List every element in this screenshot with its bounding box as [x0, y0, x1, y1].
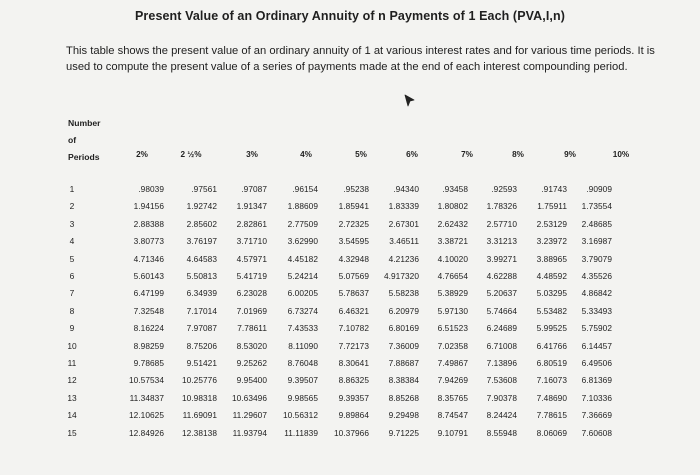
period-label: 3 — [69, 218, 75, 229]
table-cell: 10.57534 — [128, 375, 164, 386]
table-cell: 8.06069 — [536, 427, 567, 438]
period-label: 8 — [69, 305, 75, 316]
table-cell: 3.38721 — [437, 236, 468, 247]
period-label: 11 — [67, 358, 77, 368]
table-cell: 4.48592 — [536, 271, 567, 281]
table-cell: 7.97087 — [186, 323, 217, 334]
table-cell: 9.39357 — [338, 392, 369, 403]
table-cell: 1.78326 — [486, 201, 517, 212]
table-cell: 6.81369 — [581, 375, 612, 386]
table-cell: 1.85941 — [338, 201, 369, 212]
period-label: 14 — [67, 410, 77, 421]
table-cell: 4.917320 — [383, 271, 419, 281]
period-label: 13 — [67, 392, 77, 403]
table-cell: 3.46511 — [389, 236, 419, 247]
table-cell: 5.53482 — [536, 305, 567, 316]
table-cell: 6.47199 — [133, 288, 164, 299]
table-cell: 7.02358 — [437, 340, 468, 351]
table-cell: 1.83339 — [388, 201, 419, 212]
table-cell: 4.76654 — [437, 271, 468, 281]
table-cell: 5.58238 — [388, 288, 419, 299]
table-cell: 8.24424 — [486, 410, 517, 421]
table-cell: 2.57710 — [486, 218, 517, 229]
table-cell: 4.64583 — [186, 253, 217, 264]
table-cell: 4.57971 — [236, 253, 267, 264]
table-cell: 7.36669 — [581, 410, 612, 421]
table-cell: 7.48690 — [536, 392, 567, 403]
table-cell: 11.69091 — [182, 410, 217, 421]
table-cell: 3.76197 — [186, 236, 217, 247]
table-cell: 3.23972 — [536, 236, 567, 247]
table-cell: 6.24689 — [486, 323, 517, 334]
table-cell: 9.98565 — [287, 392, 318, 403]
table-cell: 6.46321 — [338, 305, 369, 316]
table-cell: 6.71008 — [486, 340, 517, 351]
rate-header: 4% — [300, 150, 312, 159]
table-cell: 7.43533 — [287, 323, 318, 334]
table-cell: 6.23028 — [236, 288, 267, 299]
table-cell: 7.32548 — [133, 305, 164, 316]
table-cell: 4.32948 — [338, 253, 369, 264]
table-cell: 8.16224 — [133, 323, 164, 334]
table-cell: .97087 — [241, 184, 267, 194]
table-cell: 8.35765 — [437, 392, 468, 403]
table-cell: 7.49867 — [437, 358, 468, 368]
rate-header: 9% — [564, 150, 576, 159]
table-cell: 9.25262 — [236, 358, 267, 368]
table-cell: 4.21236 — [388, 253, 419, 264]
rate-header: 5% — [355, 150, 367, 159]
rate-header: 2 ½% — [180, 150, 202, 159]
table-cell: 8.30641 — [338, 358, 369, 368]
table-cell: 11.11839 — [284, 427, 318, 438]
table-cell: 6.51523 — [437, 323, 468, 334]
table-cell: 7.53608 — [486, 375, 517, 386]
table-cell: 9.89864 — [338, 410, 369, 421]
table-cell: 6.34939 — [186, 288, 217, 299]
period-label: 9 — [69, 323, 75, 334]
table-cell: 7.78615 — [536, 410, 567, 421]
table-cell: .98039 — [138, 184, 164, 194]
mouse-cursor-icon — [404, 94, 416, 108]
table-cell: 4.86842 — [581, 288, 612, 299]
table-cell: 2.62432 — [437, 218, 468, 229]
table-cell: 3.99271 — [486, 253, 517, 264]
table-cell: 7.36009 — [388, 340, 419, 351]
table-cell: 2.85602 — [186, 218, 217, 229]
row-header-number: Number — [68, 118, 101, 128]
table-cell: 10.25776 — [181, 375, 217, 386]
table-cell: 10.56312 — [282, 410, 318, 421]
table-cell: 7.10782 — [338, 323, 369, 334]
table-cell: 9.78685 — [133, 358, 164, 368]
table-cell: 7.60608 — [581, 427, 612, 438]
table-cell: 5.03295 — [536, 288, 567, 299]
row-header-of: of — [68, 135, 77, 145]
rate-header: 8% — [512, 150, 524, 159]
table-cell: 6.80169 — [388, 323, 419, 334]
table-cell: 11.93794 — [232, 427, 267, 438]
table-cell: 9.39507 — [287, 375, 318, 386]
table-cell: 8.75206 — [186, 340, 217, 351]
table-cell: 5.41719 — [236, 271, 267, 281]
table-cell: 3.16987 — [581, 236, 612, 247]
table-cell: 7.01969 — [236, 305, 267, 316]
table-cell: 12.10625 — [128, 410, 164, 421]
table-cell: 8.74547 — [437, 410, 468, 421]
table-cell: 7.88687 — [388, 358, 419, 368]
table-cell: 1.75911 — [537, 201, 567, 212]
table-cell: 8.53020 — [236, 340, 267, 351]
period-label: 5 — [69, 253, 75, 264]
table-cell: 5.97130 — [437, 305, 468, 316]
table-cell: 11.29607 — [232, 410, 267, 421]
table-cell: 4.45182 — [287, 253, 318, 264]
table-cell: 4.71346 — [133, 253, 164, 264]
table-cell: 2.77509 — [287, 218, 318, 229]
period-label: 10 — [67, 340, 77, 351]
table-cell: .96154 — [292, 184, 318, 194]
period-label: 6 — [69, 271, 75, 281]
intro-paragraph: This table shows the present value of an ordinary annuity of 1 at various interest rates and for various time periods. It is used to compute the present value of a series of payments made at the end of each interest compounding period. — [66, 45, 655, 73]
table-cell: .93458 — [442, 184, 468, 194]
table-cell: 7.13896 — [486, 358, 517, 368]
table-cell: 12.84926 — [128, 427, 164, 438]
table-cell: 6.00205 — [287, 288, 318, 299]
table-cell: 7.94269 — [437, 375, 468, 386]
table-cell: 7.10336 — [581, 392, 612, 403]
period-label: 12 — [67, 375, 77, 386]
table-cell: 5.75902 — [581, 323, 612, 334]
table-cell: 7.78611 — [237, 323, 267, 334]
table-cell: 1.92742 — [186, 201, 217, 212]
table-cell: .90909 — [586, 184, 612, 194]
table-cell: .91743 — [541, 184, 567, 194]
table-cell: 5.33493 — [581, 305, 612, 316]
table-cell: 7.72173 — [338, 340, 369, 351]
period-label: 7 — [69, 288, 75, 299]
table-cell: 5.74664 — [486, 305, 517, 316]
table-cell: 2.67301 — [388, 218, 419, 229]
table-cell: 10.37966 — [333, 427, 369, 438]
table-cell: 6.14457 — [581, 340, 612, 351]
table-cell: 3.71710 — [236, 236, 267, 247]
table-cell: 5.99525 — [536, 323, 567, 334]
table-cell: 1.80802 — [437, 201, 468, 212]
table-cell: 8.98259 — [133, 340, 164, 351]
table-cell: 4.35526 — [581, 271, 612, 281]
table-cell: 6.80519 — [536, 358, 567, 368]
table-cell: 2.88388 — [133, 218, 164, 229]
table-cell: 2.82861 — [236, 218, 267, 229]
table-cell: 5.78637 — [338, 288, 369, 299]
table-cell: 7.16073 — [536, 375, 567, 386]
rate-header: 10% — [612, 150, 630, 159]
table-cell: 5.60143 — [133, 271, 164, 281]
table-cell: 5.50813 — [186, 271, 217, 281]
table-cell: 3.80773 — [133, 236, 164, 247]
table-cell: 8.11090 — [288, 340, 318, 351]
table-cell: 4.10020 — [437, 253, 468, 264]
table-cell: 7.90378 — [486, 392, 517, 403]
table-cell: 5.07569 — [338, 271, 369, 281]
table-cell: 3.31213 — [486, 236, 517, 247]
table-cell: 8.86325 — [338, 375, 369, 386]
table-cell: 9.10791 — [437, 427, 468, 438]
table-cell: 2.53129 — [536, 218, 567, 229]
table-cell: 11.34837 — [129, 392, 164, 403]
table-cell: 12.38138 — [181, 427, 217, 438]
table-cell: 3.79079 — [581, 253, 612, 264]
table-cell: 6.73274 — [287, 305, 318, 316]
table-cell: 1.88609 — [287, 201, 318, 212]
table-cell: 9.29498 — [388, 410, 419, 421]
table-cell: 6.49506 — [581, 358, 612, 368]
table-cell: 9.51421 — [186, 358, 217, 368]
period-label: 15 — [67, 427, 77, 438]
table-cell: 8.55948 — [486, 427, 517, 438]
rate-header: 6% — [406, 150, 418, 159]
table-cell: 5.20637 — [486, 288, 517, 299]
table-cell: 1.73554 — [581, 201, 612, 212]
table-cell: 5.38929 — [437, 288, 468, 299]
table-cell: 9.95400 — [236, 375, 267, 386]
table-cell: 1.91347 — [236, 201, 267, 212]
table-cell: 4.62288 — [486, 271, 517, 281]
rate-header: 7% — [461, 150, 473, 159]
table-cell: .92593 — [491, 184, 517, 194]
table-cell: 7.17014 — [186, 305, 217, 316]
page-title: Present Value of an Ordinary Annuity of n Payments of 1 Each (PVA,I,n) — [134, 9, 565, 23]
table-cell: 9.71225 — [388, 427, 419, 438]
table-cell: 1.94156 — [133, 201, 164, 212]
table-cell: .95238 — [343, 184, 369, 194]
period-label: 1 — [69, 184, 75, 194]
period-label: 2 — [69, 201, 75, 212]
table-cell: 3.88965 — [536, 253, 567, 264]
table-cell: 8.38384 — [388, 375, 419, 386]
period-label: 4 — [69, 236, 75, 247]
row-header-periods: Periods — [68, 152, 100, 162]
table-cell: 6.20979 — [388, 305, 419, 316]
table-cell: 8.85268 — [388, 392, 419, 403]
table-cell: 10.98318 — [181, 392, 217, 403]
table-cell: 3.62990 — [287, 236, 318, 247]
table-cell: 2.72325 — [338, 218, 369, 229]
rate-header: 2% — [136, 150, 148, 159]
table-cell: 2.48685 — [581, 218, 612, 229]
table-cell: .94340 — [393, 184, 419, 194]
table-cell: 10.63496 — [231, 392, 267, 403]
table-cell: 8.76048 — [287, 358, 318, 368]
table-cell: 6.41766 — [536, 340, 567, 351]
table-cell: .97561 — [191, 184, 217, 194]
table-cell: 3.54595 — [338, 236, 369, 247]
rate-header: 3% — [246, 150, 258, 159]
table-cell: 5.24214 — [287, 271, 318, 281]
